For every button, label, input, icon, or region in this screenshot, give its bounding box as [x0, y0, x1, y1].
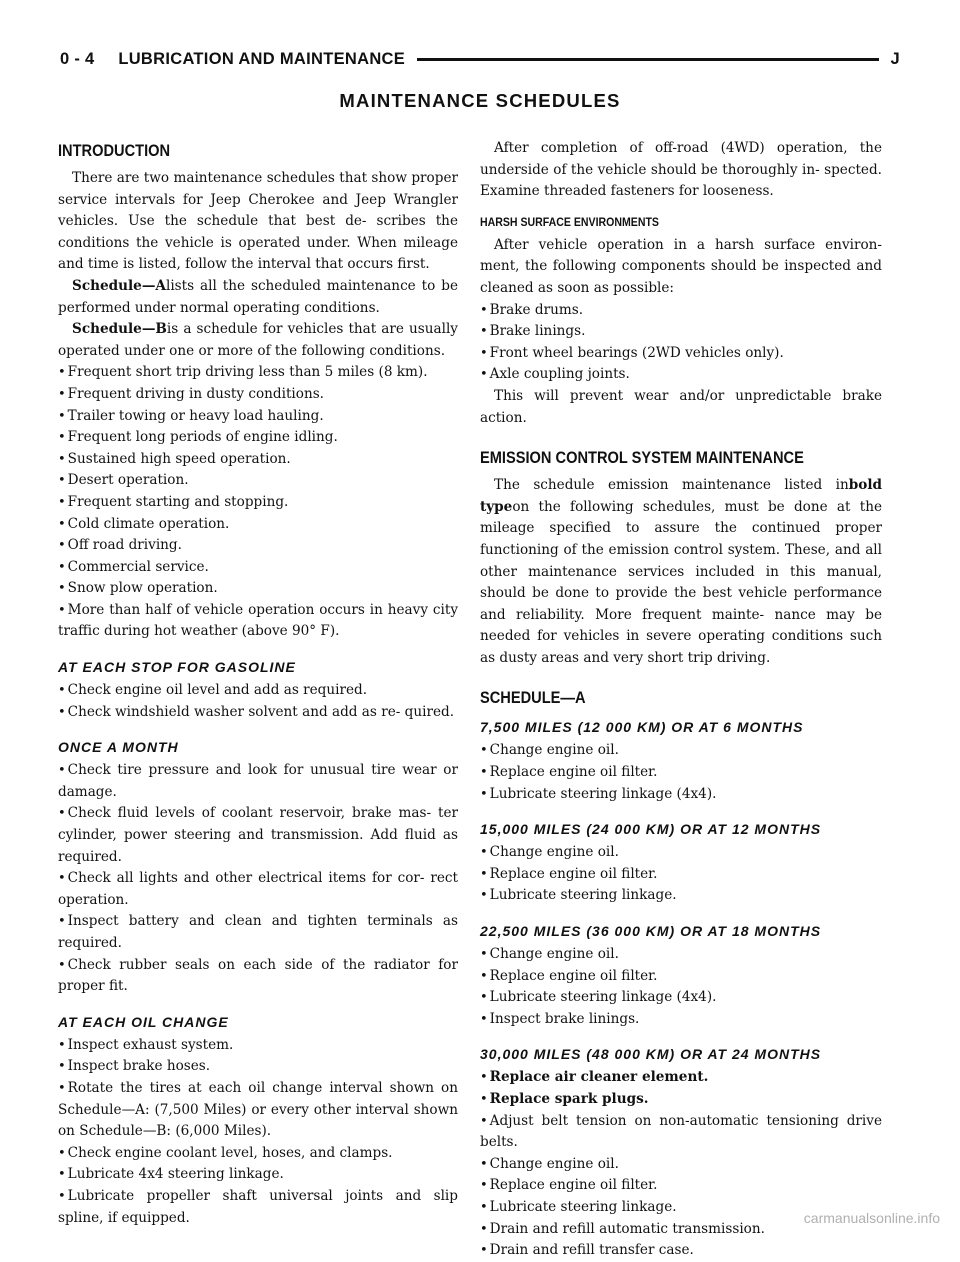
bullet-icon: •: [480, 765, 488, 781]
list-item: • Check windshield washer solvent and add as re- quired.: [58, 703, 455, 720]
list-item: • Check fluid levels of coolant reservoir, brake mas- ter cylinder, power steering and transmission. Add fluid as required.: [58, 805, 458, 865]
monthly-heading: ONCE A MONTH: [58, 739, 179, 756]
bullet-icon: •: [480, 367, 488, 383]
bullet-icon: •: [58, 581, 66, 597]
bullet-icon: •: [58, 1037, 66, 1053]
oil-change-list: [58, 1035, 458, 1229]
bullet-icon: •: [480, 845, 488, 861]
bullet-icon: •: [480, 866, 488, 882]
interval-heading: 22,500 MILES (36 000 KM) OR AT 18 MONTHS: [480, 923, 822, 940]
list-item: • Check tire pressure and look for unusual tire wear or damage.: [58, 762, 458, 800]
list-item: • Check all lights and other electrical items for cor- rect operation.: [58, 870, 458, 908]
list-item: • Change engine oil.: [480, 844, 619, 861]
bullet-icon: •: [58, 473, 66, 489]
list-item: • Check engine oil level and add as required.: [58, 682, 368, 699]
list-item: • Sustained high speed operation.: [58, 450, 291, 467]
list-item: • Cold climate operation.: [58, 515, 230, 532]
bullet-icon: •: [58, 494, 66, 510]
harsh-intro: After vehicle operation in a harsh surface environ- ment, the following components should be inspected and cleaned as soon as possible:: [480, 236, 882, 296]
gasoline-heading: AT EACH STOP FOR GASOLINE: [58, 659, 296, 676]
bullet-icon: •: [480, 968, 488, 984]
list-item: • Inspect brake hoses.: [58, 1058, 211, 1075]
bullet-icon: •: [58, 1167, 66, 1183]
bullet-icon: •: [58, 430, 66, 446]
list-item: • Inspect exhaust system.: [58, 1036, 234, 1053]
list-item: • Frequent driving in dusty conditions.: [58, 385, 325, 402]
bullet-icon: •: [480, 1092, 488, 1107]
list-item: • Replace engine oil filter.: [480, 764, 658, 781]
list-item: • Desert operation.: [58, 472, 189, 489]
section-letter: J: [890, 49, 900, 68]
list-item: • Check engine coolant level, hoses, and clamps.: [58, 1144, 393, 1161]
bullet-icon: •: [480, 990, 488, 1006]
list-item: • Lubricate propeller shaft universal joints and slip spline, if equipped.: [58, 1187, 458, 1226]
list-item: • Inspect brake linings.: [480, 1010, 640, 1027]
list-item: • Replace spark plugs.: [480, 1091, 649, 1107]
schedule-a-paragraph: Schedule—Alists all the scheduled maintenance to be performed under normal operating conditions.: [58, 277, 458, 316]
list-item: • Inspect battery and clean and tighten terminals as required.: [58, 913, 458, 951]
bullet-icon: •: [480, 1070, 488, 1086]
harsh-closing: This will prevent wear and/or unpredictable brake action.: [480, 387, 882, 426]
emission-heading: EMISSION CONTROL SYSTEM MAINTENANCE: [480, 448, 804, 468]
bullet-icon: •: [58, 871, 66, 887]
list-item: • Frequent short trip driving less than 5 miles (8 km).: [58, 364, 428, 381]
list-item: • Front wheel bearings (2WD vehicles only).: [480, 344, 784, 361]
schedule-b-paragraph: Schedule—Bis a schedule for vehicles that are usually operated under one or more of the following conditions.: [58, 321, 458, 359]
bullet-icon: •: [58, 365, 66, 381]
schedule-a-heading: SCHEDULE—A: [480, 688, 586, 708]
bullet-icon: •: [58, 763, 66, 779]
list-item: • Frequent long periods of engine idling.: [58, 429, 338, 446]
list-item: • Change engine oil.: [480, 1155, 619, 1172]
watermark: carmanualsonline.info: [803, 1210, 940, 1226]
bullet-icon: •: [58, 683, 66, 699]
list-item: • Replace engine oil filter.: [480, 865, 658, 882]
list-item: • Off road driving.: [58, 537, 182, 554]
bullet-icon: •: [480, 743, 488, 759]
oil-change-heading: AT EACH OIL CHANGE: [58, 1013, 229, 1030]
page-header: [60, 44, 900, 74]
list-item: • Lubricate steering linkage (4x4).: [480, 785, 717, 802]
list-item: • Lubricate steering linkage (4x4).: [480, 989, 717, 1006]
bullet-icon: •: [480, 324, 488, 340]
bullet-icon: •: [480, 1113, 488, 1129]
list-item: • Lubricate 4x4 steering linkage.: [58, 1166, 284, 1183]
bullet-icon: •: [480, 1243, 488, 1259]
gasoline-list: [58, 680, 458, 723]
list-item: • Frequent starting and stopping.: [58, 493, 289, 510]
bullet-icon: •: [58, 516, 66, 532]
bullet-icon: •: [58, 806, 66, 822]
list-item: • Lubricate steering linkage.: [480, 887, 677, 904]
bullet-icon: •: [58, 408, 66, 424]
bullet-icon: •: [480, 1199, 488, 1215]
list-item: • Replace engine oil filter.: [480, 967, 658, 984]
bullet-icon: •: [58, 704, 66, 720]
bullet-icon: •: [480, 345, 488, 361]
list-item: • Brake linings.: [480, 323, 586, 340]
list-item: • Drain and refill automatic transmission.: [480, 1220, 765, 1237]
header-rule: [417, 58, 878, 61]
bullet-icon: •: [480, 786, 488, 802]
list-item: • Snow plow operation.: [58, 580, 218, 597]
list-item: • Adjust belt tension on non-automatic tensioning drive belts.: [480, 1112, 882, 1151]
chapter-title: LUBRICATION AND MAINTENANCE: [118, 49, 406, 68]
bullet-icon: •: [58, 559, 66, 575]
list-item: • Axle coupling joints.: [480, 366, 630, 383]
list-item: • Change engine oil.: [480, 946, 619, 963]
list-item: • Lubricate steering linkage.: [480, 1198, 677, 1215]
bullet-icon: •: [58, 914, 66, 930]
list-item: • Change engine oil.: [480, 742, 619, 759]
bullet-icon: •: [480, 888, 488, 904]
monthly-list: [58, 760, 458, 998]
harsh-list: [480, 300, 882, 386]
list-item: • Replace engine oil filter.: [480, 1177, 658, 1194]
schedule-a-intervals: [480, 717, 882, 1261]
bullet-icon: •: [480, 1178, 488, 1194]
bullet-icon: •: [58, 1059, 66, 1075]
interval-heading: 15,000 MILES (24 000 KM) OR AT 12 MONTHS: [480, 821, 822, 838]
bullet-icon: •: [58, 386, 66, 402]
right-column: [480, 138, 882, 1262]
list-item: • Brake drums.: [480, 301, 584, 318]
list-item: • Replace air cleaner element.: [480, 1069, 709, 1086]
interval-heading: 7,500 MILES (12 000 KM) OR AT 6 MONTHS: [480, 719, 804, 736]
bullet-icon: •: [480, 302, 488, 318]
harsh-heading: HARSH SURFACE ENVIRONMENTS: [480, 214, 659, 229]
bullet-icon: •: [58, 538, 66, 554]
bullet-icon: •: [58, 1188, 66, 1204]
list-item: • Drain and refill transfer case.: [480, 1242, 694, 1259]
bullet-icon: •: [58, 602, 66, 618]
offroad-paragraph: After completion of off-road (4WD) operation, the underside of the vehicle should be thoroughly in- spected. Examine threaded fasteners for looseness.: [480, 140, 882, 200]
bullet-icon: •: [58, 1145, 66, 1161]
conditions-list: [58, 362, 458, 643]
bullet-icon: •: [58, 957, 66, 973]
left-column: [58, 140, 458, 1229]
list-item: • Rotate the tires at each oil change interval shown on Schedule—A: (7,500 Miles) or every other interval shown on Schedule—B: (6,000 Miles).: [58, 1079, 458, 1140]
list-item: • Trailer towing or heavy load hauling.: [58, 407, 324, 424]
bullet-icon: •: [480, 1221, 488, 1237]
bullet-icon: •: [480, 1011, 488, 1027]
bullet-icon: •: [58, 1080, 66, 1096]
page-number: 0 - 4: [60, 49, 95, 68]
interval-heading: 30,000 MILES (48 000 KM) OR AT 24 MONTHS: [480, 1046, 822, 1063]
list-item: • More than half of vehicle operation occurs in heavy city traffic during hot weather (above 90° F).: [58, 601, 458, 640]
bullet-icon: •: [480, 1156, 488, 1172]
introduction-heading: INTRODUCTION: [58, 141, 171, 160]
list-item: • Commercial service.: [58, 558, 209, 575]
list-item: • Check rubber seals on each side of the radiator for proper fit.: [58, 956, 458, 995]
page-title: MAINTENANCE SCHEDULES: [339, 90, 621, 111]
bullet-icon: •: [480, 947, 488, 963]
emission-paragraph: The schedule emission maintenance listed inbold typeon the following schedules, must be done at the mileage specified to assure the continued proper functioning of the emission control system. These, and all other maintenance services included in this manual, should be done to provide the best vehicle performance and reliability. More frequent mainte- nance may be needed for vehicles in severe operating conditions such as dusty areas and very short trip driving.: [480, 477, 882, 666]
intro-paragraph: There are two maintenance schedules that show proper service intervals for Jeep Cherokee and Jeep Wrangler vehicles. Use the schedule that best de- scribes the conditions the vehicle is operated under. When mileage and time is listed, follow the interval that occurs first.: [58, 170, 458, 273]
bullet-icon: •: [58, 451, 66, 467]
